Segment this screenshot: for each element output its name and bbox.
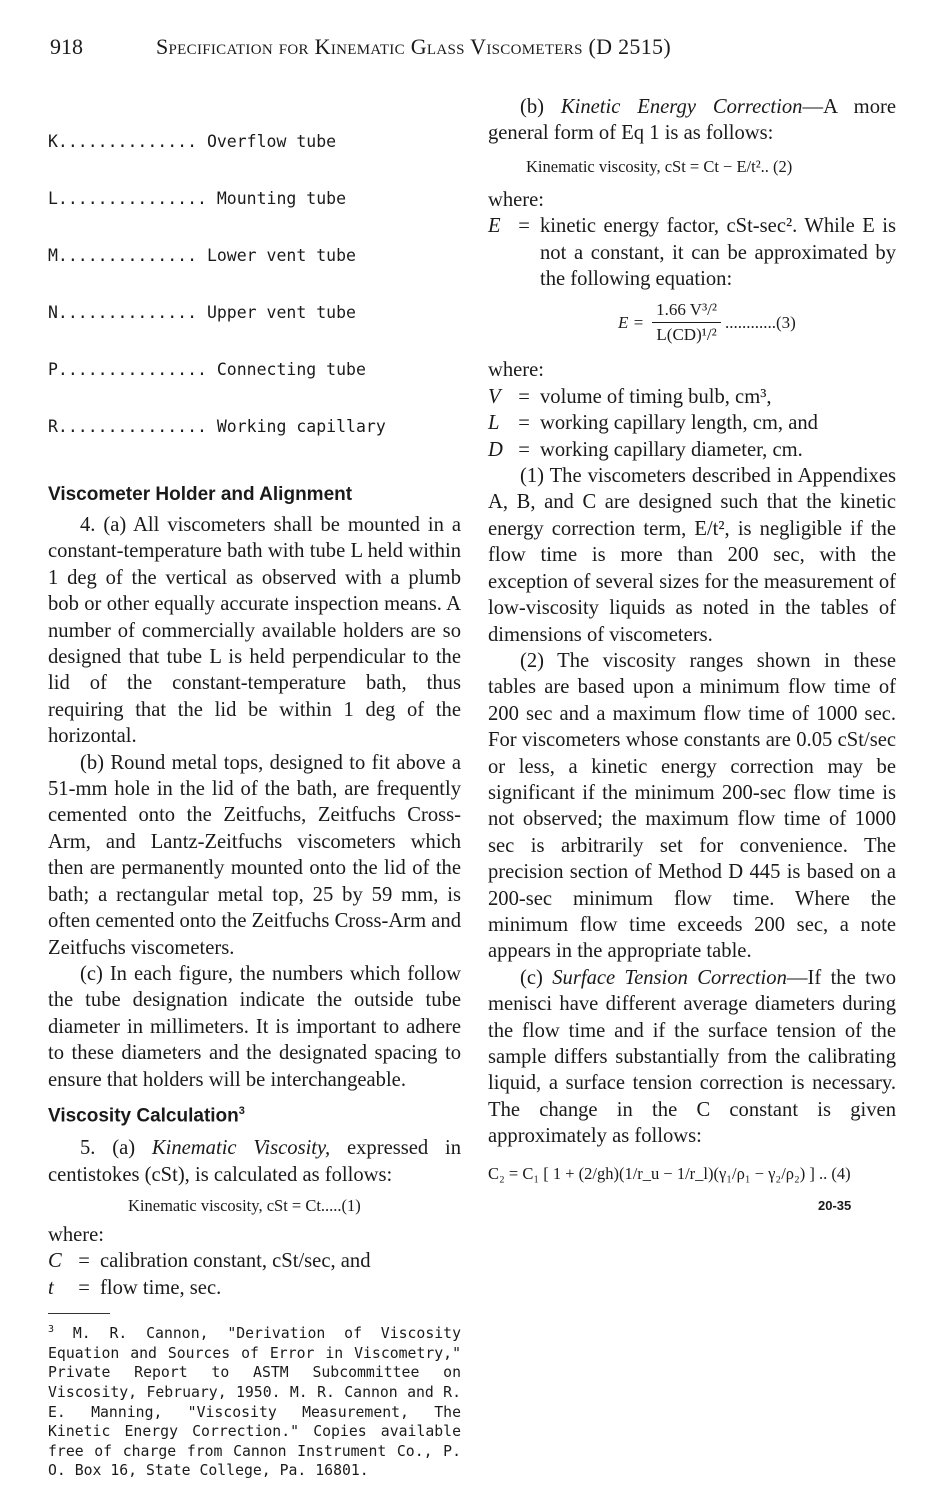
- paragraph-4c: (c) In each figure, the numbers which follow the tube designation indicate the outside tube diameter in millimeters. It is important to adhere to these diameters and the designated spacing to ensure that holders will be interchangeable.: [48, 962, 461, 1091]
- para-body: —A more general form of Eq 1 is as follows:: [488, 96, 896, 145]
- footnote-rule: [48, 1313, 110, 1314]
- paragraph-5a: [48, 1135, 461, 1188]
- definition-list: [48, 1248, 461, 1301]
- page-number: 918: [50, 34, 83, 59]
- definition-list: [488, 213, 896, 292]
- def-text: working capillary diameter, cm.: [540, 438, 803, 461]
- definition-row: [488, 384, 896, 410]
- definition-list: [488, 384, 896, 463]
- equation-3: [618, 300, 896, 345]
- section-heading-holder: Viscometer Holder and Alignment: [48, 484, 353, 505]
- eq3-numerator: 1.66 V³/²: [652, 300, 721, 323]
- para-lead: 5. (a): [80, 1137, 152, 1160]
- note-2: (2) The viscosity ranges shown in these tables are based upon a minimum flow time of 200 sec and a maximum flow time of 1000 sec. For viscometers whose constants are 0.05 cSt/sec or less, a kinetic energy correction may be significant if the minimum 200-sec flow time is not observed; the maximum flow time of 1000 sec is arbitrarily set for convenience. The precision section of Method D 445 is based on a 200-sec minimum flow time. Where the minimum flow time exceeds 200 sec, a note appears in the appropriate table.: [488, 649, 896, 963]
- equation-4: C₂ = C₁ [ 1 + (2/gh)(1/r_u − 1/r_l)(γ₁/ρ₁ − γ₂/ρ₂) ] .. (4): [488, 1163, 851, 1183]
- paragraph-b: [488, 94, 896, 147]
- para-title: Kinematic Viscosity,: [151, 1137, 331, 1160]
- definition-row: [488, 410, 896, 436]
- note-1: (1) The viscometers described in Appendixes A, B, and C are designed such that the kinetic energy correction term, E/t², is negligible if the flow time is more than 200 sec, with the exception of several sizes for the measurement of low-viscosity liquids as noted in the tables of dimensions of viscometers.: [488, 465, 896, 646]
- equation-2: Kinematic viscosity, cSt = Ct − E/t².. (2): [526, 156, 793, 176]
- definition-row: [48, 1275, 461, 1301]
- definition-row: [48, 1248, 461, 1274]
- footnote-ref: 3: [238, 1104, 245, 1117]
- paragraph-4a: 4. (a) All viscometers shall be mounted in a constant-temperature bath with tube L held within 1 deg of the vertical as observed with a plumb bob or other equally accurate inspection means. A number of commercially available holders are so designed that tube L is held perpendicular to the lid of the constant-temperature bath, thus requiring that the lid be within 1 deg of the horizontal.: [48, 514, 461, 748]
- def-text: kinetic energy factor, cSt-sec². While E is not a constant, it can be approximated by the following equation:: [540, 215, 896, 291]
- footnote-text: M. R. Cannon, "Derivation of Viscosity Equation and Sources of Error in Viscometry," Private Report to ASTM Subcommittee on Viscosity, February, 1950. M. R. Cannon and R. E. Manning, "Viscosity Measurement, The Kinetic Energy Correction." Copies available free of charge from Cannon Instrument Co., P. O. Box 16, State College, Pa. 16801.: [48, 1325, 461, 1480]
- page-title: Specification for Kinematic Glass Viscometers (D 2515): [156, 34, 671, 59]
- para-title: Kinetic Energy Correction: [560, 96, 803, 118]
- def-equals: =: [518, 438, 530, 461]
- para-title: Surface Tension Correction: [552, 966, 787, 989]
- def-equals: =: [518, 385, 530, 408]
- def-symbol: L: [488, 412, 500, 435]
- def-symbol: C: [48, 1250, 62, 1273]
- def-symbol: E: [488, 215, 501, 238]
- def-text: working capillary length, cm, and: [540, 412, 818, 435]
- para-lead: (c): [520, 966, 553, 989]
- legend-item: K.............. Overflow tube: [48, 132, 337, 151]
- def-text: volume of timing bulb, cm³,: [540, 385, 772, 408]
- def-equals: =: [518, 215, 530, 238]
- right-column: [488, 94, 896, 1213]
- definition-row: [488, 437, 896, 463]
- footnote: [48, 1320, 461, 1481]
- paragraph-4b: (b) Round metal tops, designed to fit above a 51-mm hole in the lid of the bath, are frequently cemented onto the Zeitfuchs, Zeitfuchs Cross-Arm, and Lantz-Zeitfuchs viscometers which then are permanently mounted onto the lid of the bath; a rectangular metal top, 25 by 59 mm, is often cemented onto the Zeitfuchs Cross-Arm and Zeitfuchs viscometers.: [48, 751, 461, 959]
- paragraph-c: [488, 965, 896, 1150]
- legend-item: P............... Connecting tube: [48, 360, 366, 379]
- para-lead: (b): [520, 96, 561, 118]
- eq3-fraction: [652, 300, 721, 345]
- legend-item: L............... Mounting tube: [48, 189, 347, 208]
- section-heading-calculation: [48, 1105, 461, 1127]
- def-equals: =: [518, 412, 530, 435]
- def-text: calibration constant, cSt/sec, and: [100, 1250, 371, 1273]
- section-heading-text: Viscosity Calculation: [48, 1105, 239, 1127]
- page-id: 20-35: [818, 1197, 852, 1213]
- left-column: [48, 94, 461, 1481]
- def-equals: =: [78, 1276, 90, 1299]
- eq3-denominator: L(CD)¹/²: [656, 325, 717, 345]
- legend-item: M.............. Lower vent tube: [48, 246, 356, 265]
- eq3-lhs: E =: [618, 312, 645, 332]
- footnote-mark: 3: [48, 1324, 55, 1336]
- legend-item: N.............. Upper vent tube: [48, 303, 356, 322]
- def-equals: =: [78, 1250, 90, 1273]
- where-label: where:: [48, 1224, 105, 1247]
- tube-legend: [48, 94, 461, 474]
- para-body: expressed in centistokes (cSt), is calculated as follows:: [48, 1137, 461, 1186]
- where-label: where:: [488, 188, 545, 211]
- equation-1: Kinematic viscosity, cSt = Ct.....(1): [128, 1196, 361, 1216]
- def-symbol: D: [488, 438, 503, 461]
- def-text: flow time, sec.: [100, 1276, 222, 1299]
- where-label: where:: [488, 359, 545, 382]
- definition-row: [488, 213, 896, 292]
- def-symbol: V: [488, 385, 501, 408]
- eq3-number: ............(3): [725, 312, 796, 332]
- def-symbol: t: [48, 1276, 54, 1299]
- legend-item: R............... Working capillary: [48, 417, 386, 436]
- para-body: —If the two menisci have different average diameters during the flow time and if the surface tension of the sample differs substantially from the calibrating liquid, a surface tension correction is necessary. The change in the C constant is given approximately as follows:: [488, 966, 896, 1148]
